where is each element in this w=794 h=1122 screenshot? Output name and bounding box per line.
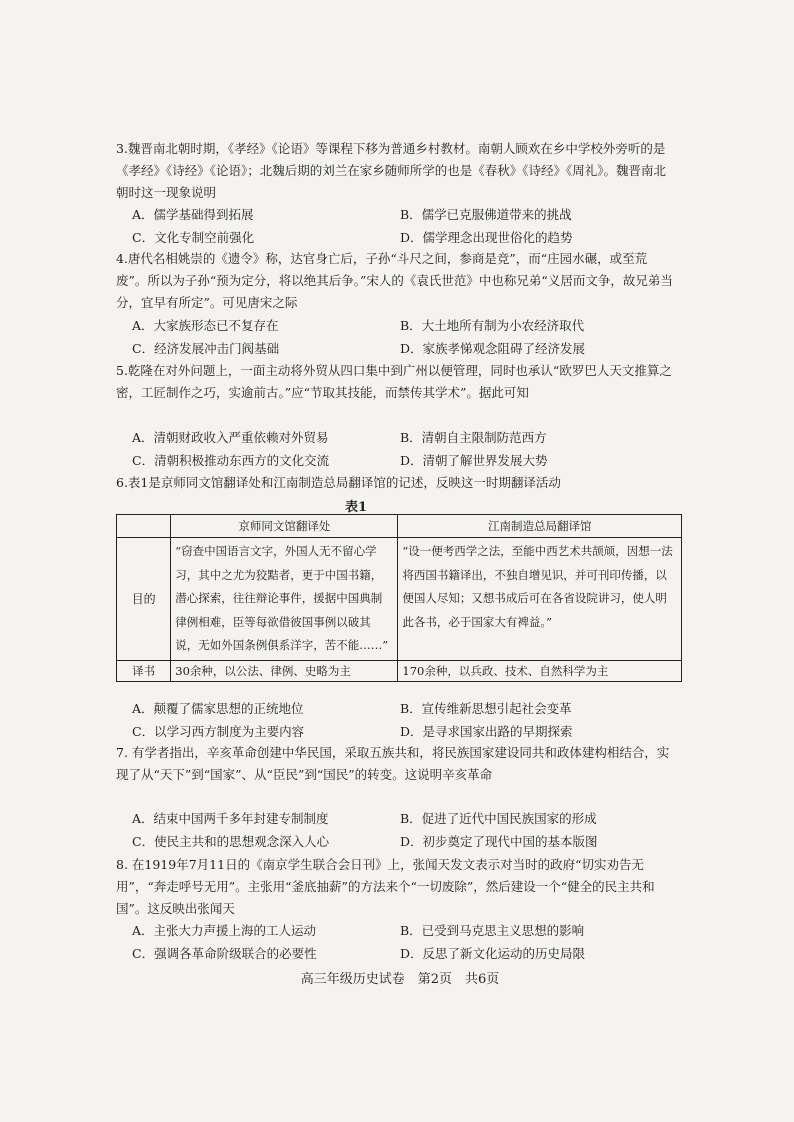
- option-b: B．宣传维新思想引起社会变革: [400, 701, 572, 716]
- question-4-stem: 4.唐代名相姚崇的《遗令》称，达官身亡后，子孙“斗尺之间，参商是竞”，而“庄园水碾，或至荒废”。所以为子孙“预为定分，将以绝其后争。”宋人的《袁氏世范》中也称兄弟“义居而文争，故兄弟当分，宜早有所定”。可见唐宋之际: [116, 251, 673, 310]
- question-6-stem: 6.表1是京师同文馆翻译处和江南制造总局翻译馆的记述，反映这一时期翻译活动: [116, 475, 561, 490]
- option-c: C．经济发展冲击门阀基础: [132, 340, 280, 356]
- question-3: [116, 138, 676, 204]
- question-7-stem: 7. 有学者指出，辛亥革命创建中华民国，采取五族共和，将民族国家建设同共和政体建构相结合，实现了从“天下”到“国家”、从“臣民”到“国民”的转变。这说明辛亥革命: [116, 745, 670, 782]
- option-b: B．大土地所有制为小农经济取代: [400, 318, 585, 333]
- option-d: D．初步奠定了现代中国的基本版图: [400, 833, 598, 849]
- question-3-options: [132, 204, 672, 249]
- question-6-options: [132, 698, 672, 743]
- option-a: A．主张大力声援上海的工人运动: [132, 923, 317, 938]
- question-4: [116, 248, 676, 314]
- option-c: C．使民主共和的思想观念深入人心: [132, 833, 330, 849]
- option-b: B．已受到马克思主义思想的影响: [400, 923, 585, 938]
- table-header-col1: 京师同文馆翻译处: [171, 515, 398, 538]
- option-b: B．儒学已克服佛道带来的挑战: [400, 207, 572, 222]
- question-3-stem: 3.魏晋南北朝时期，《孝经》《论语》等课程下移为普通乡村教材。南朝人顾欢在乡中学校外旁听的是《孝经》《诗经》《论语》；北魏后期的刘兰在家乡随师所学的也是《春秋》《诗经》《周礼》。魏晋南北朝时这一现象说明: [116, 141, 667, 200]
- question-6: [116, 472, 676, 494]
- table-row-label-books: 译书: [117, 660, 171, 681]
- option-a: A．颠覆了儒家思想的正统地位: [132, 701, 304, 716]
- question-8-stem: 8. 在1919年7月11日的《南京学生联合会日刊》上，张闻天发文表示对当时的政府“切实劝告无用”，“奔走呼号无用”。主张用“釜底抽薪”的方法来个“一切废除”，然后建设一个“健全的民主共和国”。这反映出张闻天: [116, 857, 655, 916]
- option-d: D．是寻求国家出路的早期探索: [400, 723, 573, 739]
- option-d: D．清朝了解世界发展大势: [400, 452, 548, 468]
- option-c: C．文化专制空前强化: [132, 229, 255, 245]
- option-d: D．儒学理念出现世俗化的趋势: [400, 229, 573, 245]
- translation-table: [116, 514, 682, 682]
- table-cell-books-col2: 170余种，以兵政、技术、自然科学为主: [398, 660, 682, 681]
- option-c: C．以学习西方制度为主要内容: [132, 723, 305, 739]
- question-5: [116, 360, 676, 404]
- table-row-label-purpose: 目的: [117, 538, 171, 661]
- option-d: D．家族孝悌观念阻碍了经济发展: [400, 340, 586, 356]
- question-5-options: [132, 427, 672, 472]
- table-cell-purpose-col2: “设一便考西学之法，至能中西艺术共颉颃，因想一法将西国书籍译出，不独自增见识，并可刊印传播，以便国人尽知；又想书成后可在各省设院讲习，使人明此各书，必于国家大有裨益。”: [398, 538, 682, 661]
- option-a: A．清朝财政收入严重依赖对外贸易: [132, 430, 329, 445]
- option-b: B．促进了近代中国民族国家的形成: [400, 811, 597, 826]
- table-title: 表1: [345, 500, 368, 515]
- option-c: C．清朝积极推动东西方的文化交流: [132, 452, 330, 468]
- question-7: [116, 742, 676, 786]
- table-corner: [117, 515, 171, 538]
- question-7-options: [132, 808, 672, 853]
- option-a: A．大家族形态已不复存在: [132, 318, 279, 333]
- table-cell-books-col1: 30余种，以公法、律例、史略为主: [171, 660, 398, 681]
- table-header-col2: 江南制造总局翻译馆: [398, 515, 682, 538]
- option-a: A．结束中国两千多年封建专制制度: [132, 811, 329, 826]
- question-8-options: [132, 920, 672, 965]
- page-footer: 高三年级历史试卷 第2页 共6页: [300, 972, 500, 987]
- option-c: C．强调各革命阶级联合的必要性: [132, 945, 317, 961]
- table-cell-purpose-col1: “窃查中国语言文字，外国人无不留心学习，其中之尤为狡黠者，更于中国书籍，潜心探索，往往辩论事件，援据中国典制律例相难，臣等每欲借彼国事例以破其说，无如外国条例俱系洋字，苦不能……”: [171, 538, 398, 661]
- option-d: D．反思了新文化运动的历史局限: [400, 945, 586, 961]
- question-4-options: [132, 315, 672, 360]
- option-a: A．儒学基础得到拓展: [132, 207, 254, 222]
- question-8: [116, 854, 676, 920]
- question-5-stem: 5.乾隆在对外问题上，一面主动将外贸从四口集中到广州以便管理，同时也承认“欧罗巴人天文推算之密，工匠制作之巧，实逾前古。”应“节取其技能，而禁传其学术”。据此可知: [116, 363, 672, 400]
- option-b: B．清朝自主限制防范西方: [400, 430, 547, 445]
